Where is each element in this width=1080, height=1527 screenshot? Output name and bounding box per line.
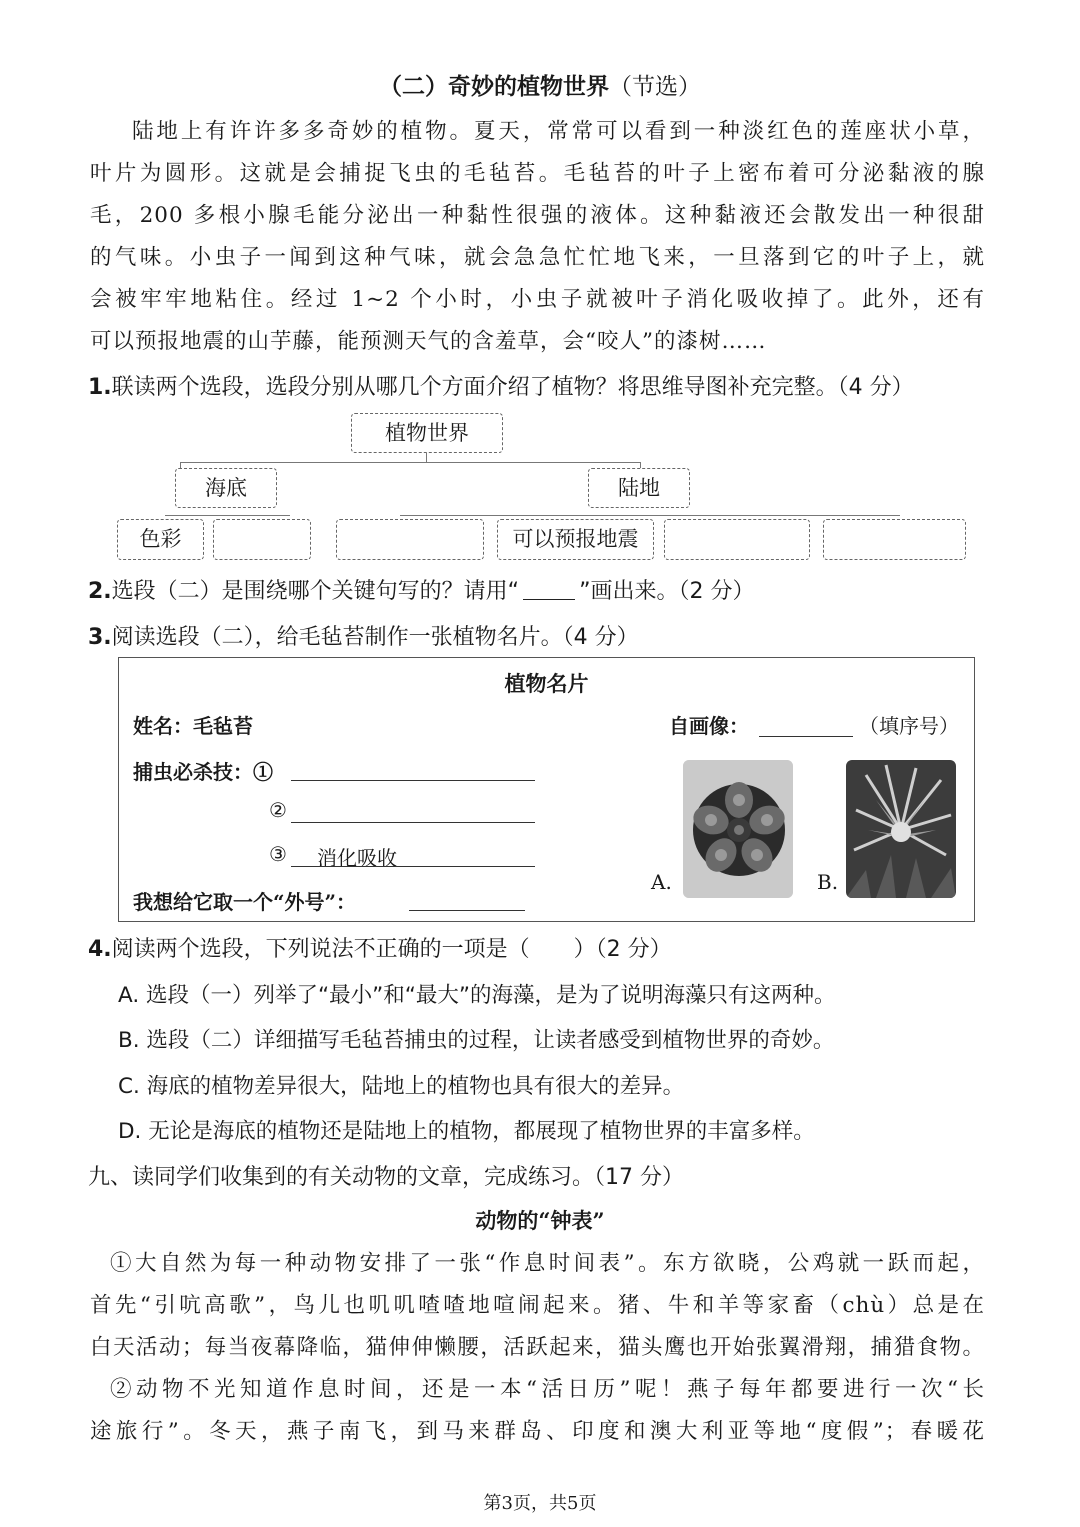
nickname-blank[interactable] — [409, 910, 525, 911]
article-line-1: ①大自然为每一种动物安排了一张“作息时间表”。东方欲晓，公鸡就一跃而起， — [110, 1251, 985, 1276]
question-4 — [88, 932, 672, 963]
portrait-answer-blank[interactable] — [759, 736, 853, 737]
section-title-text: （二）奇妙的植物世界 — [379, 73, 609, 100]
mindmap-connector-v1 — [426, 453, 427, 463]
mindmap-leaf-right-2: 可以预报地震 — [497, 519, 654, 560]
skill-3-line — [291, 866, 535, 867]
question-4-option-c[interactable]: C. 海底的植物差异很大，陆地上的植物也具有很大的差异。 — [118, 1074, 685, 1099]
question-3 — [88, 620, 639, 651]
card-portrait-hint: （填序号） — [859, 714, 959, 738]
question-2 — [88, 574, 754, 605]
mindmap-branch-left: 海底 — [175, 468, 277, 508]
plant-card — [118, 657, 975, 922]
question-1-text: 联读两个选段，选段分别从哪几个方面介绍了植物？将思维导图补充完整。（4 分） — [111, 375, 914, 400]
passage-line-1: 陆地上有许许多多奇妙的植物。夏天，常常可以看到一种淡红色的莲座状小草， — [132, 119, 985, 144]
question-4-option-d[interactable]: D. 无论是海底的植物还是陆地上的植物，都展现了植物世界的丰富多样。 — [118, 1119, 815, 1144]
card-skill-label: 捕虫必杀技：① — [133, 760, 273, 784]
question-4-option-a[interactable]: A. 选段（一）列举了“最小”和“最大”的海藻，是为了说明海藻只有这两种。 — [118, 983, 836, 1008]
card-skill-2: ② — [269, 798, 287, 822]
question-4-number: 4. — [88, 937, 112, 962]
card-skill-3: ③ — [269, 842, 287, 866]
pic-a-label: A. — [651, 870, 672, 894]
pic-b-label: B. — [817, 870, 839, 894]
card-name: 姓名：毛毡苔 — [133, 714, 253, 738]
question-1-number: 1. — [88, 375, 112, 400]
mindmap-connector-left — [165, 515, 290, 516]
passage-line-3: 毛，200 多根小腺毛能分泌出一种黏性很强的液体。这种黏液还会散发出一种很甜 — [90, 203, 985, 228]
question-2-number: 2. — [88, 579, 112, 604]
question-3-text: 阅读选段（二），给毛毡苔制作一张植物名片。（4 分） — [111, 625, 639, 650]
article-line-4: ②动物不光知道作息时间，还是一本“活日历”呢！燕子每年都要进行一次“长 — [110, 1377, 985, 1402]
article-line-5: 途旅行”。冬天，燕子南飞，到马来群岛、印度和澳大利亚等地“度假”；春暖花 — [90, 1419, 985, 1444]
section-title — [0, 68, 1080, 101]
question-2-text-b: ”画出来。（2 分） — [579, 579, 755, 604]
question-4-option-b[interactable]: B. 选段（二）详细描写毛毡苔捕虫的过程，让读者感受到植物世界的奇妙。 — [118, 1028, 835, 1053]
mindmap-root: 植物世界 — [351, 413, 503, 453]
section-title-note: （节选） — [609, 74, 701, 100]
passage-line-6: 可以预报地震的山芋藤，能预测天气的含羞草，会“咬人”的漆树…… — [90, 329, 767, 354]
card-nickname-label: 我想给它取一个“外号”： — [133, 890, 357, 914]
mindmap-leaf-left-1: 色彩 — [117, 519, 204, 560]
passage-line-2: 叶片为圆形。这就是会捕捉飞虫的毛毡苔。毛毡苔的叶子上密布着可分泌黏液的腺 — [90, 161, 985, 186]
mindmap-leaf-right-4-blank[interactable] — [823, 519, 966, 560]
mindmap-connector-h1 — [180, 462, 640, 463]
question-3-number: 3. — [88, 625, 112, 650]
plant-photo-b[interactable] — [846, 760, 956, 898]
question-2-text-a: 选段（二）是围绕哪个关键句写的？请用“ — [111, 579, 520, 604]
card-skill-3-answer: 消化吸收 — [317, 846, 397, 870]
underline-sample — [523, 599, 575, 600]
article-title: 动物的“钟表” — [475, 1208, 605, 1233]
article-line-2: 首先“引吭高歌”，鸟儿也叽叽喳喳地喧闹起来。猪、牛和羊等家畜（chù）总是在 — [90, 1293, 985, 1318]
card-title: 植物名片 — [504, 672, 589, 696]
article-line-3: 白天活动；每当夜幕降临，猫伸伸懒腰，活跃起来，猫头鹰也开始张翼滑翔，捕猎食物。 — [90, 1335, 985, 1360]
page-footer: 第3页，共5页 — [483, 1493, 597, 1514]
spiky-flower-image — [846, 760, 956, 898]
card-portrait-label: 自画像： — [669, 714, 749, 738]
part-9-heading: 九、读同学们收集到的有关动物的文章，完成练习。（17 分） — [88, 1165, 684, 1190]
mindmap-branch-right: 陆地 — [588, 468, 690, 508]
question-4-text: 阅读两个选段，下列说法不正确的一项是（ ）（2 分） — [111, 937, 672, 962]
passage-line-5: 会被牢牢地粘住。经过 1~2 个小时，小虫子就被叶子消化吸收掉了。此外，还有 — [90, 287, 985, 312]
skill-1-blank[interactable] — [291, 780, 535, 781]
mindmap-leaf-right-3-blank[interactable] — [664, 519, 810, 560]
mindmap-connector-right — [400, 515, 900, 516]
question-1 — [88, 370, 914, 401]
mindmap-leaf-right-1-blank[interactable] — [336, 519, 484, 560]
skill-2-blank[interactable] — [291, 822, 535, 823]
plant-photo-a[interactable] — [683, 760, 793, 898]
mindmap-leaf-left-2-blank[interactable] — [213, 519, 311, 560]
sundew-rosette-image — [683, 760, 793, 898]
passage-line-4: 的气味。小虫子一闻到这种气味，就会急急忙忙地飞来，一旦落到它的叶子上，就 — [90, 245, 985, 270]
